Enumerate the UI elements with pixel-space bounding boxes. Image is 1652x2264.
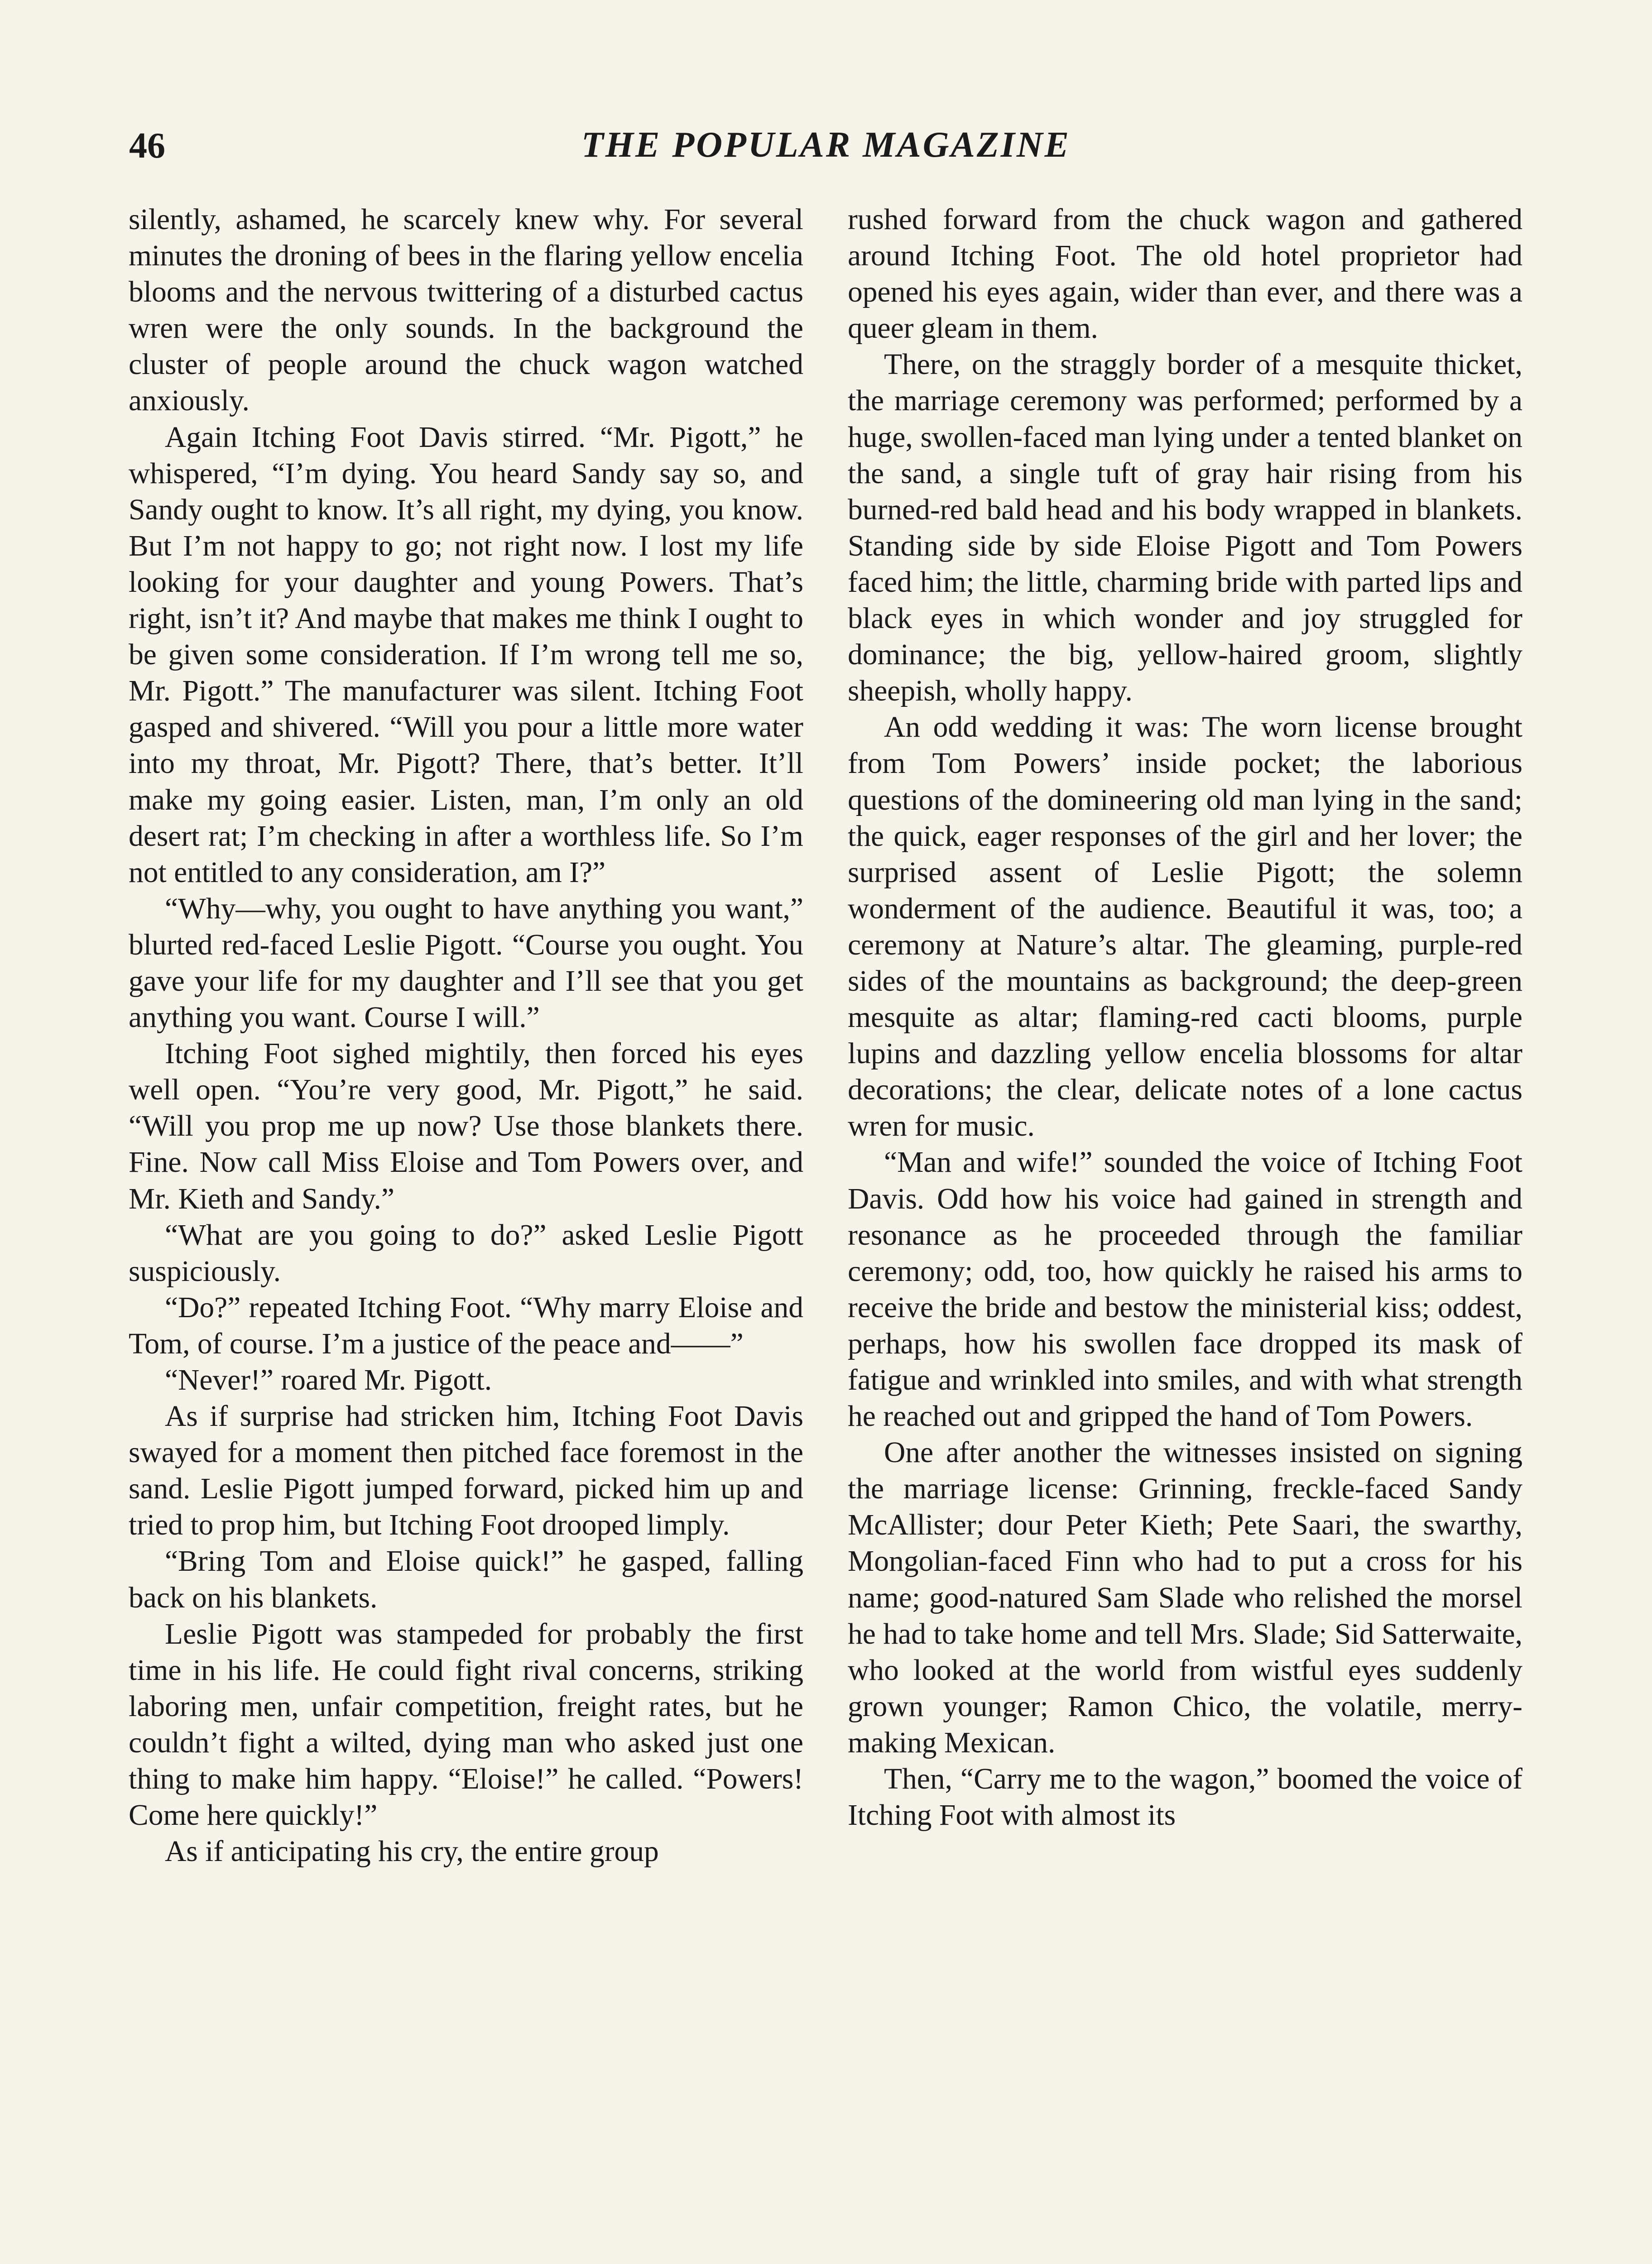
paragraph: Then, “Carry me to the wagon,” boomed the voice of Itching Foot with almost its	[848, 1763, 1522, 1832]
page-number: 46	[129, 126, 165, 166]
right-column	[848, 201, 1522, 1833]
paragraph: Itching Foot sighed mightily, then forced his eyes well open. “You’re very good, Mr. Pigott,” he said. “Will you prop me up now? Use those blankets there. Fine. Now call Miss Eloise and Tom Powers over, and Mr. Kieth and Sandy.”	[129, 1037, 803, 1215]
paragraph: “Bring Tom and Eloise quick!” he gasped, falling back on his blankets.	[129, 1545, 803, 1614]
paragraph: silently, ashamed, he scarcely knew why. For several minutes the droning of bees in the flaring yellow encelia blooms and the nervous twittering of a disturbed cactus wren were the only sounds. In the background the cluster of people around the chuck wagon watched anxiously.	[129, 203, 803, 417]
paragraph: One after another the witnesses insisted on signing the marriage license: Grinning, freckle-faced Sandy McAllister; dour Peter Kieth; Pete Saari, the swarthy, Mongolian-faced Finn who had to put a cross for his name; good-natured Sam Slade who relished the morsel he had to take home and tell Mrs. Slade; Sid Satterwaite, who looked at the world from wistful eyes suddenly grown younger; Ramon Chico, the volatile, merry-making Mexican.	[848, 1436, 1522, 1759]
paragraph: “Man and wife!” sounded the voice of Itching Foot Davis. Odd how his voice had gained in strength and resonance as he proceeded through the familiar ceremony; odd, too, how quickly he raised his arms to receive the bride and bestow the ministerial kiss; oddest, perhaps, how his swollen face dropped its mask of fatigue and wrinkled into smiles, and with what strength he reached out and gripped the hand of Tom Powers.	[848, 1146, 1522, 1433]
paragraph: Again Itching Foot Davis stirred. “Mr. Pigott,” he whispered, “I’m dying. You heard Sandy say so, and Sandy ought to know. It’s all right, my dying, you know. But I’m not happy to go; not right now. I lost my life looking for your daughter and young Powers. That’s right, isn’t it? And maybe that makes me think I ought to be given some consideration. If I’m wrong tell me so, Mr. Pigott.” The manufacturer was silent. Itching Foot gasped and shivered. “Will you pour a little more water into my throat, Mr. Pigott? There, that’s better. It’ll make my going easier. Listen, man, I’m only an old desert rat; I’m checking in after a worthless life. So I’m not entitled to any consideration, am I?”	[129, 421, 803, 889]
paragraph: “What are you going to do?” asked Leslie Pigott suspiciously.	[129, 1218, 803, 1288]
paragraph: As if surprise had stricken him, Itching Foot Davis swayed for a moment then pitched face foremost in the sand. Leslie Pigott jumped forward, picked him up and tried to prop him, but Itching Foot drooped limply.	[129, 1400, 803, 1542]
paragraph: As if anticipating his cry, the entire group	[165, 1835, 659, 1868]
paragraph: There, on the straggly border of a mesquite thicket, the marriage ceremony was performed; performed by a huge, swollen-faced man lying under a tented blanket on the sand, a single tuft of gray hair rising from his burned-red bald head and his body wrapped in blankets. Standing side by side Eloise Pigott and Tom Powers faced him; the little, charming bride with parted lips and black eyes in which wonder and joy struggled for dominance; the big, yellow-haired groom, slightly sheepish, wholly happy.	[848, 348, 1522, 708]
paragraph: “Never!” roared Mr. Pigott.	[165, 1364, 492, 1396]
paragraph: “Why—why, you ought to have anything you want,” blurted red-faced Leslie Pigott. “Course you ought. You gave your life for my daughter and I’ll see that you get anything you want. Course I will.”	[129, 892, 803, 1034]
paragraph: rushed forward from the chuck wagon and gathered around Itching Foot. The old hotel proprietor had opened his eyes again, wider than ever, and there was a queer gleam in them.	[848, 203, 1522, 345]
left-column	[129, 201, 803, 1870]
paragraph: An odd wedding it was: The worn license brought from Tom Powers’ inside pocket; the laborious questions of the domineering old man lying in the sand; the quick, eager responses of the girl and her lover; the surprised assent of Leslie Pigott; the solemn wonderment of the audience. Beautiful it was, too; a ceremony at Nature’s altar. The gleaming, purple-red sides of the mountains as background; the deep-green mesquite as altar; flaming-red cacti blooms, purple lupins and dazzling yellow encelia blossoms for altar decorations; the clear, delicate notes of a lone cactus wren for music.	[848, 711, 1522, 1143]
paragraph: “Do?” repeated Itching Foot. “Why marry Eloise and Tom, of course. I’m a justice of the peace and——”	[129, 1291, 803, 1360]
paragraph: Leslie Pigott was stampeded for probably the first time in his life. He could fight rival concerns, striking laboring men, unfair competition, freight rates, but he couldn’t fight a wilted, dying man who asked just one thing to make him happy. “Eloise!” he called. “Powers! Come here quickly!”	[129, 1617, 803, 1832]
running-head-title: THE POPULAR MAGAZINE	[581, 125, 1071, 165]
